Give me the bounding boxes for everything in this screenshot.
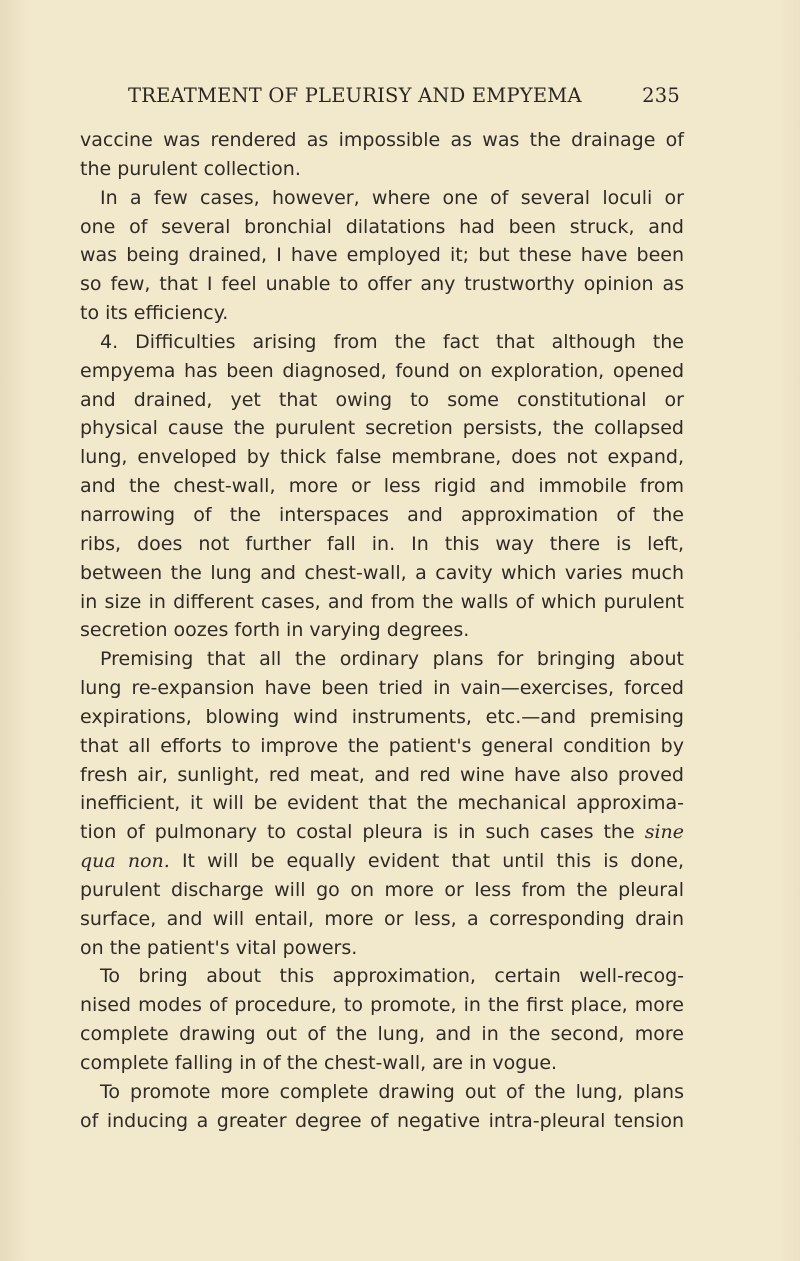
line-text: of inducing a greater degree of negative intra-pleural tension [80,1109,684,1132]
page-number: 235 [642,84,680,107]
running-title: TREATMENT OF PLEURISY AND EMPYEMA [128,84,582,107]
text-line [80,616,684,645]
line-text: to its efficiency. [80,302,229,325]
line-text: the purulent collection. [80,157,301,180]
text-line [80,962,684,991]
body-text [80,126,684,1136]
line-text: surface, and will entail, more or less, a corresponding drain [80,907,684,930]
text-line [80,934,684,963]
line-text: complete falling in of the chest-wall, are in vogue. [80,1052,558,1074]
text-line [80,443,684,472]
text-line [80,184,684,213]
text-line [80,559,684,588]
text-line [80,472,684,501]
line-text: physical cause the purulent secretion persists, the collapsed [80,417,684,440]
line-text: one of several bronchial dilatations had been struck, and [80,215,684,238]
line-text: inefficient, it will be evident that the mechanical approxima- [80,792,684,815]
line-text: narrowing of the interspaces and approximation of the [80,503,684,526]
text-line [80,876,684,905]
line-text: vaccine was rendered as impossible as was the drainage of [80,129,684,151]
text-line [80,645,684,674]
italic-phrase: sine [644,821,684,844]
text-line [80,1020,684,1049]
line-text: and drained, yet that owing to some constitutional or [80,388,684,411]
text-line [80,789,684,818]
text-line [80,1078,684,1107]
text-line [80,155,684,184]
page-header [128,84,680,114]
line-text: empyema has been diagnosed, found on exploration, opened [80,359,684,382]
line-text: so few, that I feel unable to offer any trustworthy opinion as [80,273,684,296]
text-line [80,761,684,790]
line-text: was being drained, I have employed it; but these have been [80,244,684,267]
line-text: secretion oozes forth in varying degrees. [80,619,470,642]
line-text: Premising that all the ordinary plans for bringing about [100,648,684,671]
line-text: lung, enveloped by thick false membrane, does not expand, [80,446,684,469]
text-line [80,357,684,386]
text-line [80,328,684,357]
line-text: in size in different cases, and from the walls of which purulent [80,590,684,613]
text-line [80,588,684,617]
line-text: fresh air, sunlight, red meat, and red wine have also proved [80,763,684,786]
text-line [80,905,684,934]
line-text: In a few cases, however, where one of several loculi or [100,186,684,209]
line-text: purulent discharge will go on more or less from the pleural [80,878,684,901]
text-line [80,703,684,732]
text-line [80,126,684,155]
text-line [80,501,684,530]
text-line [80,991,684,1020]
line-text: nised modes of procedure, to promote, in the first place, more [80,994,684,1017]
text-line [80,414,684,443]
line-text: on the patient's vital powers. [80,936,358,959]
line-text: complete drawing out of the lung, and in the second, more [80,1023,684,1046]
text-line [80,241,684,270]
line-text: To bring about this approximation, certain well-recog- [100,965,684,988]
line-text: ribs, does not further fall in. In this way there is left, [80,532,684,555]
line-text: between the lung and chest-wall, a cavity which varies much [80,561,684,584]
text-line [80,1049,684,1078]
text-line [80,847,684,876]
text-line [80,530,684,559]
text-line [80,213,684,242]
text-line [80,818,684,847]
line-text: that all efforts to improve the patient's general condition by [80,734,684,757]
line-text: lung re-expansion have been tried in vain—exercises, forced [80,677,684,700]
italic-phrase: qua non. [80,850,170,873]
line-text: and the chest-wall, more or less rigid and immobile from [80,475,684,498]
line-text: tion of pulmonary to costal pleura is in such cases the [80,821,635,844]
line-text: 4. Difficulties arising from the fact that although the [100,330,684,353]
text-line [80,674,684,703]
text-line [80,299,684,328]
line-text: It will be equally evident that until this is done, [169,850,684,873]
text-line [80,386,684,415]
text-line [80,732,684,761]
line-text: To promote more complete drawing out of the lung, plans [100,1080,684,1103]
text-line [80,270,684,299]
line-text: expirations, blowing wind instruments, etc.—and premising [80,705,684,728]
text-line [80,1107,684,1136]
